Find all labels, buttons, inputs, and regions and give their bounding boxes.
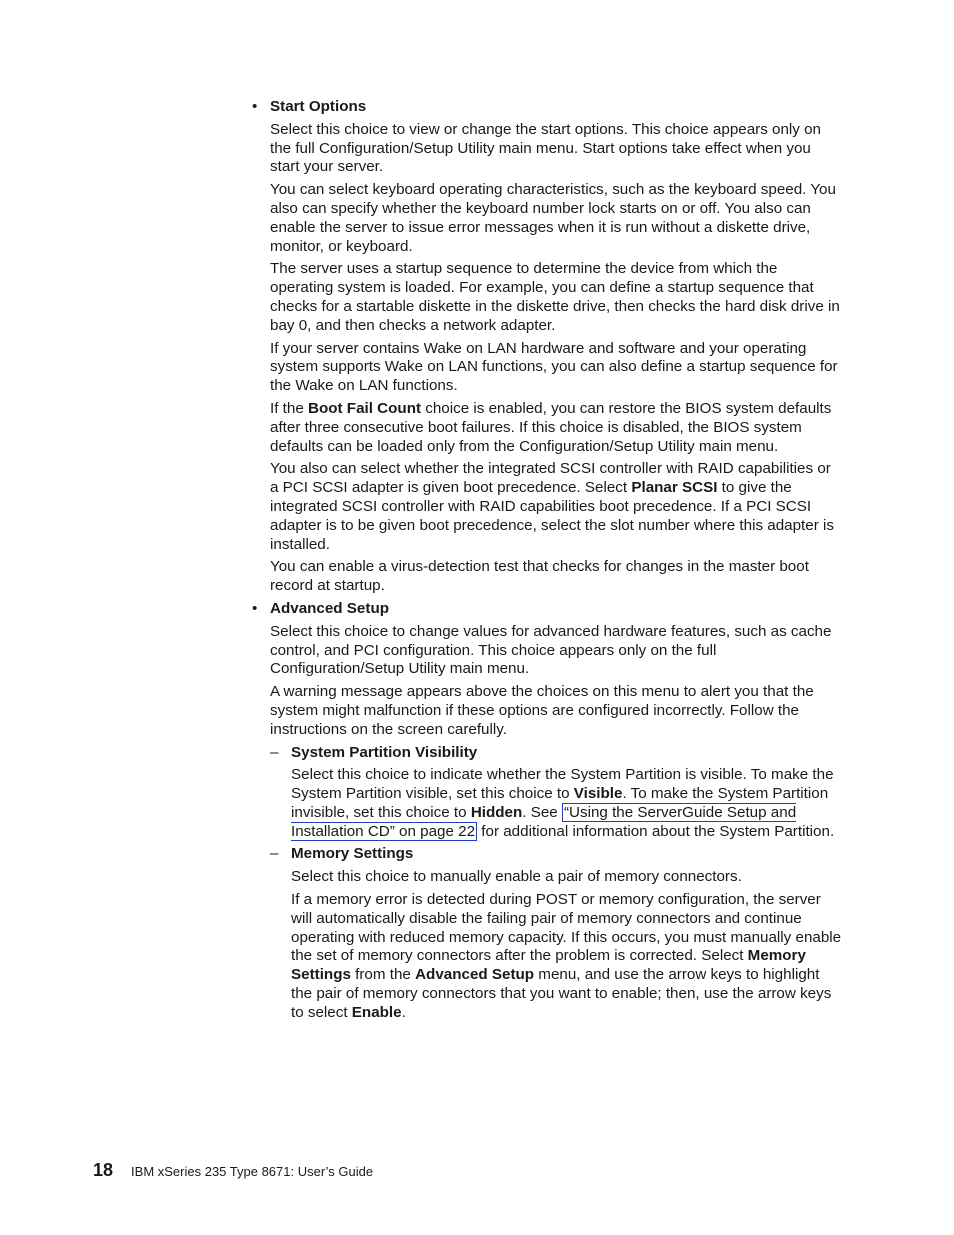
paragraph	[291, 891, 842, 1023]
text-run: If a memory error is detected during POST or memory configuration, the server will automatically disable the failing pair of memory connectors and continue operating with reduced memory capacity. If this occurs, you must manually enable the set of memory connectors after the problem is corrected. Select	[291, 891, 842, 965]
section-heading-start-options: Start Options	[270, 98, 367, 115]
text-run: to give the integrated SCSI controller with RAID capabilities boot precedence. If a PCI SCSI adapter is to be given boot precedence, select the slot number where this adapter is installed.	[270, 479, 834, 553]
paragraph: Select this choice to change values for advanced hardware features, such as cache control, and PCI configuration. This choice appears only on the full Configuration/Setup Utility main menu.	[270, 622, 832, 678]
page-footer	[93, 1160, 373, 1181]
sub-item-memory-settings	[270, 845, 842, 1022]
cross-reference-link[interactable]: “Using the ServerGuide Setup and Installation CD” on page 22	[291, 803, 797, 840]
text-run: from the	[350, 966, 416, 984]
text-run: menu, and use the arrow keys to highlight the pair of memory connectors that you want to enable; then, use the arrow keys to select	[291, 966, 832, 1021]
page-number: 18	[93, 1160, 114, 1180]
footer-title: IBM xSeries 235 Type 8671: User’s Guide	[131, 1164, 374, 1179]
section-heading-advanced-setup: Advanced Setup	[270, 599, 389, 617]
paragraph: You can enable a virus-detection test that checks for changes in the master boot record at startup.	[270, 558, 809, 595]
text-run: . To make the System Partition invisible, set this choice to	[291, 785, 829, 821]
bullet-marker: •	[252, 599, 258, 617]
list-item-start-options	[252, 98, 842, 596]
text-run: Select this choice to indicate whether the System Partition is visible. To make the System Partition visible, set this choice to	[291, 766, 834, 803]
term-memory-settings: Memory Settings	[291, 947, 806, 984]
paragraph	[291, 766, 842, 841]
text-run: choice is enabled, you can restore the BIOS system defaults after three consecutive boot failures. If this choice is disabled, the BIOS system defaults can be loaded only from the Configuration/Setup Utility main menu.	[270, 399, 832, 455]
bullet-marker: •	[252, 98, 258, 115]
term-visible: Visible	[573, 785, 623, 803]
paragraph: If your server contains Wake on LAN hardware and software and your operating system supports Wake on LAN functions, you can also define a startup sequence for the Wake on LAN functions.	[270, 339, 838, 395]
term-hidden: Hidden	[470, 803, 523, 821]
paragraph: Select this choice to view or change the start options. This choice appears only on the full Configuration/Setup Utility main menu. Start options take effect when you start your server.	[270, 120, 821, 176]
text-run: You also can select whether the integrated SCSI controller with RAID capabilities or a PCI SCSI adapter is given boot precedence. Select	[270, 460, 831, 497]
text-run: for additional information about the System Partition.	[477, 822, 835, 840]
dash-marker: –	[270, 743, 279, 761]
paragraph: The server uses a startup sequence to determine the device from which the operating system is loaded. For example, you can define a startup sequence that checks for a startable diskette in the diskette drive, then checks the hard disk drive in bay 0, and then checks a network adapter.	[270, 260, 840, 334]
term-enable: Enable	[351, 1003, 402, 1021]
paragraph	[270, 460, 842, 554]
paragraph	[270, 400, 842, 456]
paragraph: You can select keyboard operating characteristics, such as the keyboard speed. You also can specify whether the keyboard number lock starts on or off. You also can enable the server to issue error messages when it is run without a diskette drive, monitor, or keyboard.	[270, 181, 836, 255]
term-planar-scsi: Planar SCSI	[631, 479, 718, 497]
list-item-advanced-setup	[252, 599, 842, 1023]
sub-item-system-partition	[270, 743, 842, 842]
sub-heading-memory-settings: Memory Settings	[291, 845, 414, 863]
page-body	[252, 98, 842, 1027]
text-run: . See	[522, 803, 562, 821]
paragraph: A warning message appears above the choices on this menu to alert you that the system might malfunction if these options are configured incorrectly. Follow the instructions on the screen carefully.	[270, 683, 814, 738]
dash-marker: –	[270, 845, 279, 863]
text-run: .	[401, 1003, 406, 1021]
sub-heading-system-partition: System Partition Visibility	[291, 743, 478, 761]
text-run: If the	[270, 399, 308, 417]
term-boot-fail-count: Boot Fail Count	[308, 399, 422, 417]
paragraph: Select this choice to manually enable a pair of memory connectors.	[291, 868, 742, 886]
term-advanced-setup: Advanced Setup	[415, 966, 535, 984]
